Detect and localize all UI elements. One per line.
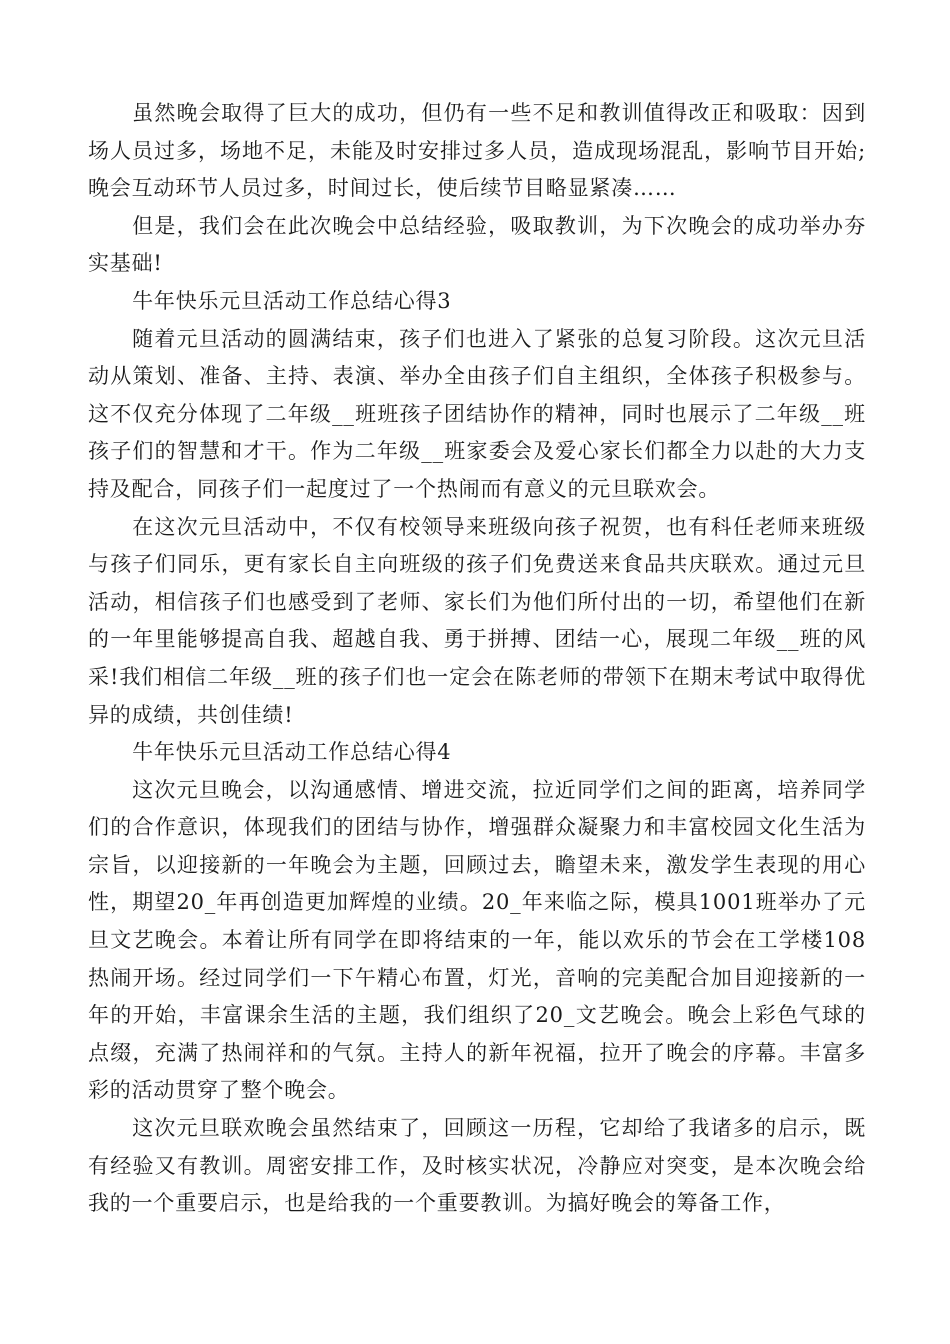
section-heading-3: 牛年快乐元旦活动工作总结心得3 (132, 288, 452, 313)
paragraph-shortcomings: 虽然晚会取得了巨大的成功，但仍有一些不足和教训值得改正和吸取：因到场人员过多，场地不足，未能及时安排过多人员，造成现场混乱，影响节目开始;晚会互动环节人员过多，时间过长，使后续节目略显紧凑…… (88, 101, 866, 201)
paragraph-activity-details: 在这次元旦活动中，不仅有校领导来班级向孩子祝贺，也有科任老师来班级与孩子们同乐，更有家长自主向班级的孩子们免费送来食品共庆联欢。通过元旦活动，相信孩子们也感受到了老师、家长们为他们所付出的一切，希望他们在新的一年里能够提高自我、超越自我、勇于拼搏、团结一心，展现二年级__班的风采!我们相信二年级__班的孩子们也一定会在陈老师的带领下在期末考试中取得优异的成绩，共创佳绩! (88, 514, 866, 727)
paragraph-gala-purpose: 这次元旦晚会，以沟通感情、增进交流，拉近同学们之间的距离，培养同学们的合作意识，体现我们的团结与协作，增强群众凝聚力和丰富校园文化生活为宗旨，以迎接新的一年晚会为主题，回顾过去，瞻望未来，激发学生表现的用心性，期望20_年再创造更加辉煌的业绩。20_年来临之际，模具1001班举办了元旦文艺晚会。本着让所有同学在即将结束的一年，能以欢乐的节会在工学楼108热闹开场。经过同学们一下午精心布置，灯光，音响的完美配合加目迎接新的一年的开始，丰富课余生活的主题，我们组织了20_文艺晚会。晚会上彩色气球的点缀，充满了热闹祥和的气氛。主持人的新年祝福，拉开了晚会的序幕。丰富多彩的活动贯穿了整个晚会。 (88, 777, 866, 1103)
paragraph-gala-reflection: 这次元旦联欢晚会虽然结束了，回顾这一历程，它却给了我诸多的启示，既有经验又有教训。周密安排工作，及时核实状况，冷静应对突变，是本次晚会给我的一个重要启示，也是给我的一个重要教训。为搞好晚会的筹备工作， (88, 1116, 866, 1216)
paragraph-lessons: 但是，我们会在此次晚会中总结经验，吸取教训，为下次晚会的成功举办夯实基础! (88, 213, 866, 276)
section-heading-4: 牛年快乐元旦活动工作总结心得4 (132, 740, 452, 765)
paragraph-activity-summary: 随着元旦活动的圆满结束，孩子们也进入了紧张的总复习阶段。这次元旦活动从策划、准备、主持、表演、举办全由孩子们自主组织，全体孩子积极参与。这不仅充分体现了二年级__班班孩子团结协作的精神，同时也展示了二年级__班孩子们的智慧和才干。作为二年级__班家委会及爱心家长们都全力以赴的大力支持及配合，同孩子们一起度过了一个热闹而有意义的元旦联欢会。 (88, 326, 866, 501)
document-page (88, 95, 866, 1223)
